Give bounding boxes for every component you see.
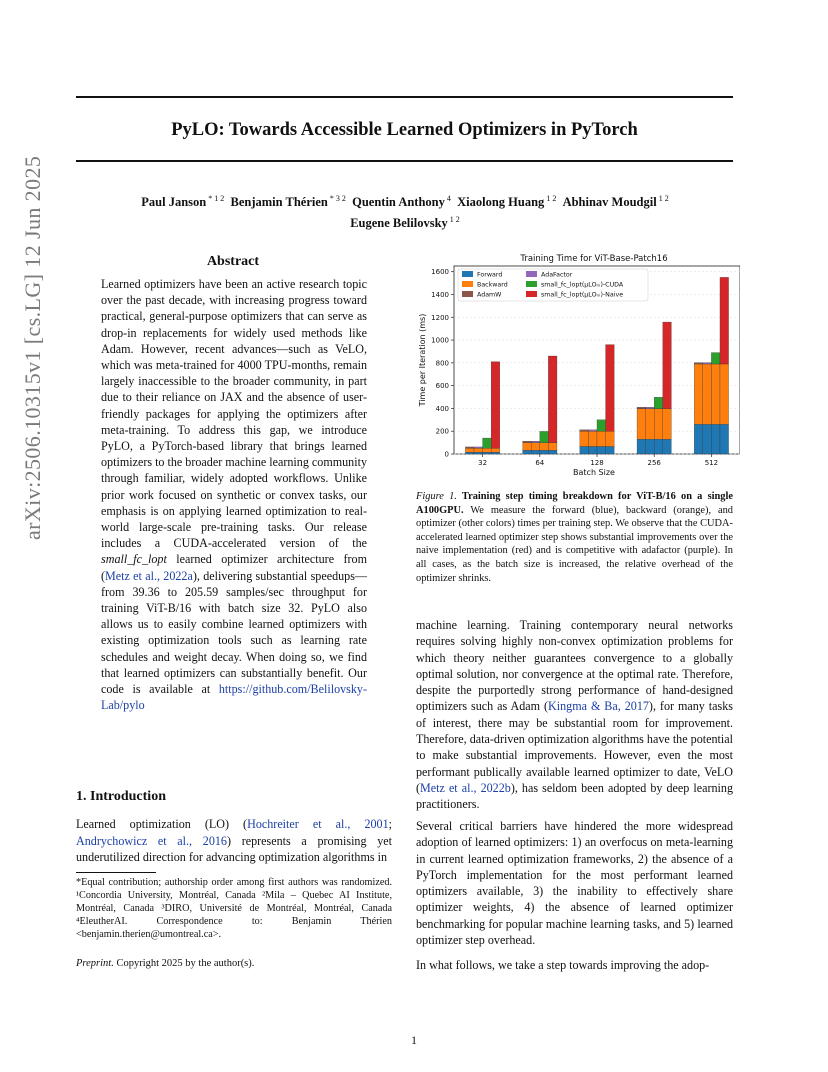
introduction-body [76,816,392,866]
y-axis-label: Time per Iteration (ms) [418,313,427,407]
author-affiliation-marks: * 3 2 [327,194,346,203]
citation-link[interactable]: Metz et al., 2022b [420,780,511,795]
y-tick-label: 400 [435,404,449,413]
abstract-body [101,276,367,713]
bar-backward [491,448,500,452]
x-axis-label: Batch Size [573,468,615,477]
bar-backward [711,364,720,424]
bar-backward [703,364,712,424]
bar-backward [654,409,663,440]
bar-forward [531,450,540,454]
optimizer-name: small_fc_lopt [101,552,167,567]
author-name: Eugene Belilovsky [350,216,448,231]
author-line-2 [90,211,720,232]
author-list [90,190,720,232]
bar-optimizer-2 [711,353,720,364]
bar-backward [465,448,474,452]
legend-swatch [462,291,473,297]
right-paragraph-2: Several critical barriers have hindered the more widespread adoption of learned optimizers: 1) an overfocus on meta-learning in current learned optimization frameworks, 2) the absence of a PyTorch implementation for the most performant learned optimizers available, 3) the inability to effectively share optimizer weights, 4) the absence of learned optimizer benchmarking for popular machine learning tasks, and 5) learned optimizer step overhead. [416,819,733,948]
bar-forward [483,452,492,454]
figure-caption [416,490,733,585]
code-url-link[interactable]: https://github.com/Belilovsky-Lab/pylo [101,682,367,713]
author-name: Benjamin Thérien [230,195,328,210]
citation-link[interactable]: Kingma & Ba, 2017 [548,699,649,714]
y-tick-label: 1000 [431,336,449,345]
bar-optimizer-2 [483,438,492,448]
footnote: *Equal contribution; authorship order among first authors was randomized. ¹Concordia University, Montréal, Canada ²Mila – Quebec AI Institute, Montréal, Canada ³DIRO, Université de Montréal, Montréal, Canada ⁴EleutherAI. Correspondence to: Benjamin Thérien <benjamin.therien@umontreal.ca>. [76,877,392,940]
y-tick-label: 0 [444,450,449,459]
bar-forward [597,446,606,454]
bar-forward [694,424,703,454]
x-axis-ticks [478,454,718,467]
x-tick-label: 256 [647,459,661,467]
citation-link[interactable]: Hochreiter et al., 2001 [247,817,389,831]
bar-backward [531,443,540,451]
arxiv-identifier[interactable]: arXiv:2506.10315v1 [cs.LG] 12 Jun 2025 [20,155,45,540]
y-tick-label: 1600 [431,268,449,277]
bar-optimizer-2 [654,397,663,408]
bar-optimizer-3 [663,322,672,409]
bar-optimizer-3 [606,345,615,432]
bar-forward [491,452,500,454]
legend-label: small_fc_lopt(μLOₘ)-CUDA [541,281,624,289]
bar-backward [540,443,549,451]
author-name: Quentin Anthony [352,195,445,210]
intro-text: ) represents a promising yet underutilized direction for advancing optimization algorithms in [76,833,392,864]
legend-swatch [462,281,473,287]
bar-optimizer-2 [597,420,606,431]
abstract-heading: Abstract [206,254,260,269]
y-tick-label: 600 [435,382,449,391]
chart-legend [458,269,648,301]
para-text: ), for many tasks of interest, there may be substantial room for improvement. Therefore, data-driven optimization algorithms have the potential to make substantial improvements. However, even the most performant publically available learned optimizer to date, VeLO ( [416,699,733,795]
bar-forward [703,424,712,454]
bar-forward [465,452,474,454]
footnote-rule [76,872,156,873]
bar-backward [646,409,655,440]
bar-forward [540,450,549,454]
bar-optimizer-1 [646,407,655,408]
caption-bold: Training step timing breakdown for ViT-B/16 on a single A100GPU. [416,491,733,516]
right-paragraph-1 [416,617,733,813]
bar-optimizer-1 [588,430,597,431]
chart-title: Training Time for ViT-Base-Patch16 [520,254,668,264]
bar-forward [588,446,597,454]
legend-swatch [526,291,537,297]
right-paragraph-3: In what follows, we take a step towards improving the adop- [416,958,710,972]
preprint-notice [76,958,254,969]
y-axis-ticks [431,268,454,458]
bar-forward [523,450,532,454]
copyright-text: Copyright 2025 by the author(s). [113,958,255,969]
figure-label: Figure 1. [416,491,457,502]
bar-optimizer-3 [491,362,500,449]
para-text: machine learning. Training contemporary neural networks requires solving highly non-convex optimization problems for which theory neither guarantees convergence to a globally optimal solution, nor convergence at the optimal rate. Therefore, despite the purportedly strong performance of hand-designed optimizers such as Adam ( [416,618,733,714]
bar-forward [711,424,720,454]
bar-backward [588,431,597,446]
bar-backward [523,443,532,451]
bar-forward [720,424,729,454]
bar-backward [580,431,589,446]
caption-text: We measure the forward (blue), backward (orange), and optimizer (other colors) times per training step. We observe that the CUDA-accelerated learned optimizer step shows substantial improvements over the naive implementation (red) and is competitive with adafactor (purple). In all cases, as the batch size is increased, the relative overhead of the optimizer shrinks. [416,504,733,584]
legend-label: small_fc_lopt(μLOₘ)-Naive [541,291,624,299]
abstract-text: ), delivering substantial speedups—from 39.36 to 205.59 samples/sec throughput for training ViT-B/16 with batch size 32. PyLO also allows us to easily combine learned optimizers with existing optimization tools such as learning rate schedules and weight decay. When doing so, we find that learned optimizers can substantially benefit. Our code is available at [101,568,368,697]
bar-backward [474,448,483,452]
intro-text: Learned optimization (LO) ( [76,817,248,831]
bar-backward [694,364,703,424]
legend-label: AdaFactor [541,271,573,279]
bar-backward [606,431,615,446]
bar-forward [646,439,655,454]
bar-optimizer-0 [465,447,474,448]
author-affiliation-marks: 1 2 [447,215,460,225]
bar-forward [606,446,615,454]
y-tick-label: 200 [435,427,449,436]
y-tick-label: 1400 [431,290,449,299]
author-name: Abhinav Moudgil [562,195,657,210]
y-tick-label: 800 [435,359,449,368]
intro-text: ; [388,817,393,831]
y-tick-label: 1200 [431,313,449,322]
legend-label: AdamW [477,291,502,299]
bar-optimizer-3 [720,277,729,364]
bar-forward [474,452,483,454]
bar-forward [663,439,672,454]
bar-optimizer-1 [474,447,483,448]
author-line-1 [90,190,720,211]
bar-optimizer-1 [703,363,712,364]
bar-optimizer-1 [531,441,540,442]
bar-optimizer-2 [540,431,549,442]
para-text: ), has seldom been adopted by deep learning practitioners. [416,780,734,812]
bar-optimizer-0 [637,407,646,408]
bar-optimizer-0 [523,441,532,442]
author-affiliation-marks: 4 [444,194,451,203]
abstract-text: learned optimizer architecture from ( [101,552,367,583]
bar-backward [483,448,492,452]
page-number: 1 [411,1033,417,1047]
title-bottom-rule [76,160,733,162]
bar-backward [637,409,646,440]
bar-backward [663,409,672,440]
legend-label: Backward [477,281,508,289]
x-tick-label: 32 [478,459,488,467]
legend-swatch [526,281,537,287]
timing-bar-chart [410,248,740,480]
author-affiliation-marks: 1 2 [656,194,669,203]
author-name: Paul Janson [141,195,207,210]
bar-optimizer-0 [580,430,589,431]
bar-forward [580,446,589,454]
bar-forward [548,450,557,454]
bar-backward [720,364,729,424]
top-rule [76,96,733,98]
legend-swatch [526,271,537,277]
bar-forward [637,439,646,454]
bar-backward [548,443,557,451]
paper-title: PyLO: Towards Accessible Learned Optimizers in PyTorch [171,120,638,140]
legend-label: Forward [477,271,503,279]
x-tick-label: 128 [590,459,604,467]
bar-optimizer-3 [548,356,557,443]
section-heading-introduction: 1. Introduction [76,789,166,804]
bar-backward [597,431,606,446]
x-tick-label: 512 [704,459,719,467]
bar-forward [654,439,663,454]
citation-link[interactable]: Metz et al., 2022a [105,568,193,583]
citation-link[interactable]: Andrychowicz et al., 2016 [76,833,227,848]
legend-swatch [462,271,473,277]
preprint-label: Preprint. [76,958,114,969]
author-affiliation-marks: * 1 2 [206,194,225,203]
x-tick-label: 64 [535,459,545,467]
bar-optimizer-0 [694,363,703,364]
bars [465,277,728,454]
abstract-text: Learned optimizers have been an active research topic over the past decade, with increasing progress toward practical, general-purpose optimizers that can serve as drop-in replacements for widely used methods like Adam. However, recent advances—such as VeLO, which was meta-trained for 4000 TPU-months, remain largely inaccessible to the broader community, in part due to their reliance on JAX and the absence of user-friendly packages for applying the optimizers after meta-training. To address this gap, we introduce PyLO, a PyTorch-based library that brings learned optimizers to the broader machine learning community through familiar, widely adopted workflows. Unlike prior work focused on synthetic or convex tasks, our emphasis is on applying learned optimization to real-world large-scale pre-training tasks. Our release includes a CUDA-accelerated version of the [101,277,367,551]
author-name: Xiaolong Huang [457,195,545,210]
author-affiliation-marks: 1 2 [544,194,557,203]
